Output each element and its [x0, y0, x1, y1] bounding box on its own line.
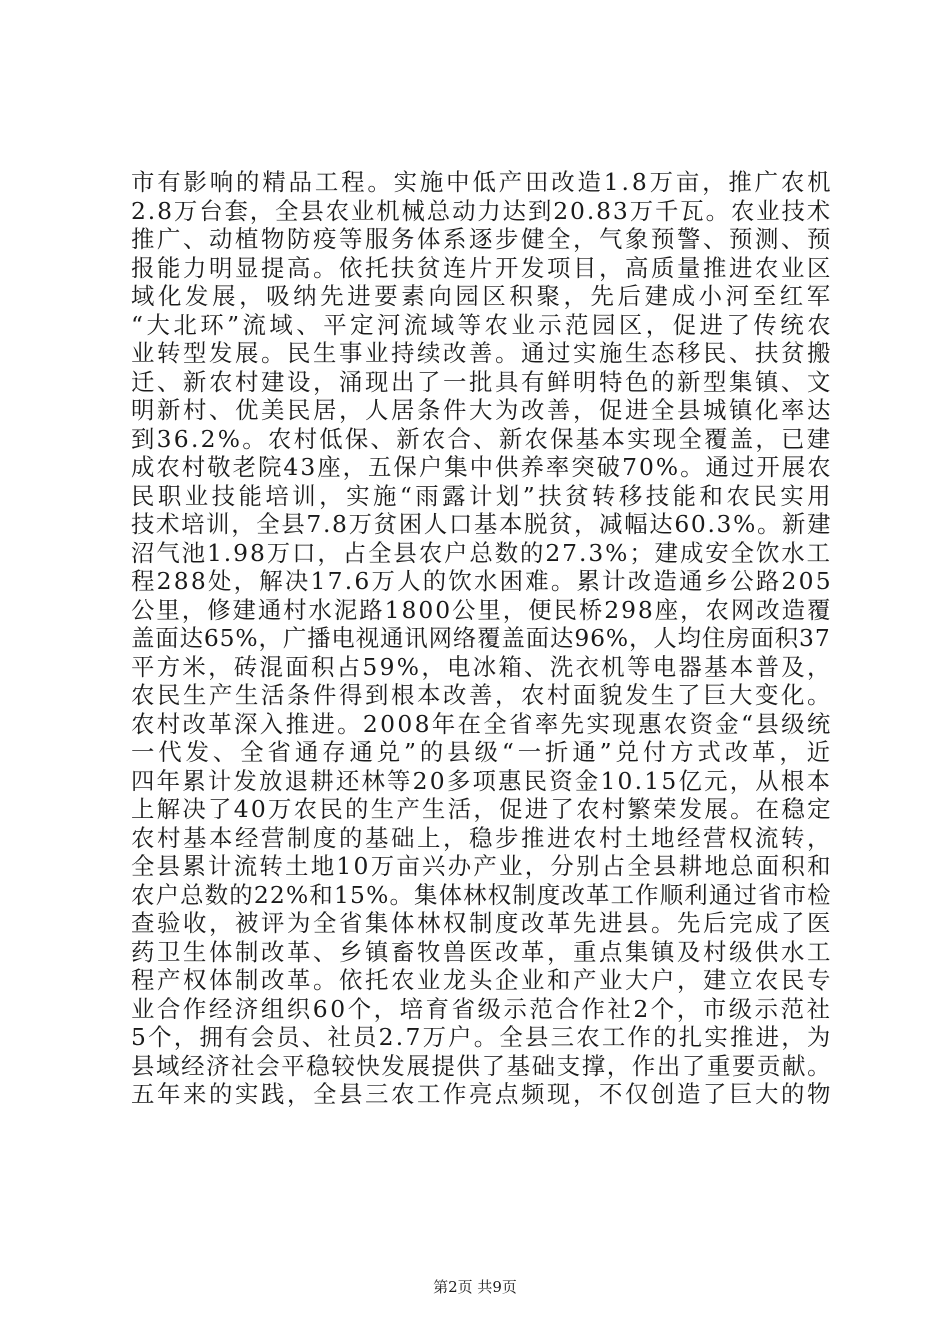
- text-line: 程产权体制改革。依托农业龙头企业和产业大户，建立农民专: [131, 966, 833, 994]
- text-line: 市有影响的精品工程。实施中低产田改造1.8万亩，推广农机: [131, 168, 834, 196]
- text-line: 域化发展，吸纳先进要素向园区积聚，先后建成小河至红军: [131, 282, 834, 310]
- text-line: 5个，拥有会员、社员2.7万户。全县三农工作的扎实推进，为: [131, 1023, 833, 1051]
- text-line: 报能力明显提高。依托扶贫连片开发项目，高质量推进农业区: [131, 253, 833, 282]
- text-line: 药卫生体制改革、乡镇畜牧兽医改革，重点集镇及村级供水工: [131, 937, 833, 966]
- text-line: 盖面达65%，广播电视通讯网络覆盖面达96%，人均住房面积37: [131, 624, 831, 652]
- text-line: 业合作经济组织60个，培育省级示范合作社2个，市级示范社: [131, 994, 833, 1023]
- text-line: 明新村、优美民居，人居条件大为改善，促进全县城镇化率达: [131, 396, 833, 424]
- text-line: 一代发、全省通存通兑”的县级“一折通”兑付方式改革，近: [131, 738, 834, 766]
- text-line: 沼气池1.98万口，占全县农户总数的27.3%；建成安全饮水工: [131, 538, 832, 567]
- text-line: 推广、动植物防疫等服务体系逐步健全，气象预警、预测、预: [131, 225, 833, 253]
- text-line: 公里，修建通村水泥路1800公里，便民桥298座，农网改造覆: [131, 595, 833, 624]
- text-line: 县域经济社会平稳较快发展提供了基础支撑，作出了重要贡献。: [131, 1051, 833, 1080]
- text-line: 2.8万台套，全县农业机械总动力达到20.83万千瓦。农业技术: [131, 196, 833, 225]
- body-text: [131, 168, 834, 1109]
- text-line: 迁、新农村建设，涌现出了一批具有鲜明特色的新型集镇、文: [131, 367, 833, 396]
- text-line: 技术培训，全县7.8万贫困人口基本脱贫，减幅达60.3%。新建: [131, 510, 833, 538]
- text-line: 程288处，解决17.6万人的饮水困难。累计改造通乡公路205: [131, 567, 833, 595]
- text-line: “大北环”流域、平定河流域等农业示范园区，促进了传统农: [131, 310, 834, 339]
- text-line: 业转型发展。民生事业持续改善。通过实施生态移民、扶贫搬: [131, 339, 833, 367]
- text-line: 民职业技能培训，实施“雨露计划”扶贫转移技能和农民实用: [131, 481, 834, 510]
- text-line: 四年累计发放退耕还林等20多项惠民资金10.15亿元，从根本: [131, 766, 833, 795]
- text-line: 查验收，被评为全省集体林权制度改革先进县。先后完成了医: [131, 909, 833, 937]
- text-line: 农户总数的22%和15%。集体林权制度改革工作顺利通过省市检: [131, 880, 832, 909]
- page-footer: 第2页 共9页: [433, 1278, 517, 1296]
- text-line: 成农村敬老院43座，五保户集中供养率突破70%。通过开展农: [131, 453, 833, 481]
- text-line: 全县累计流转土地10万亩兴办产业，分别占全县耕地总面积和: [131, 852, 833, 880]
- text-line: 农村基本经营制度的基础上，稳步推进农村土地经营权流转，: [131, 823, 833, 852]
- text-line: 上解决了40万农民的生产生活，促进了农村繁荣发展。在稳定: [131, 795, 833, 823]
- text-line: 农民生产生活条件得到根本改善，农村面貌发生了巨大变化。: [131, 681, 833, 709]
- text-line: 到36.2%。农村低保、新农合、新农保基本实现全覆盖，已建: [131, 424, 833, 453]
- text-line: 农村改革深入推进。2008年在全省率先实现惠农资金“县级统: [131, 709, 833, 738]
- text-line: 五年来的实践，全县三农工作亮点频现，不仅创造了巨大的物: [131, 1080, 833, 1108]
- text-line: 平方米，砖混面积占59%，电冰箱、洗衣机等电器基本普及，: [131, 652, 833, 681]
